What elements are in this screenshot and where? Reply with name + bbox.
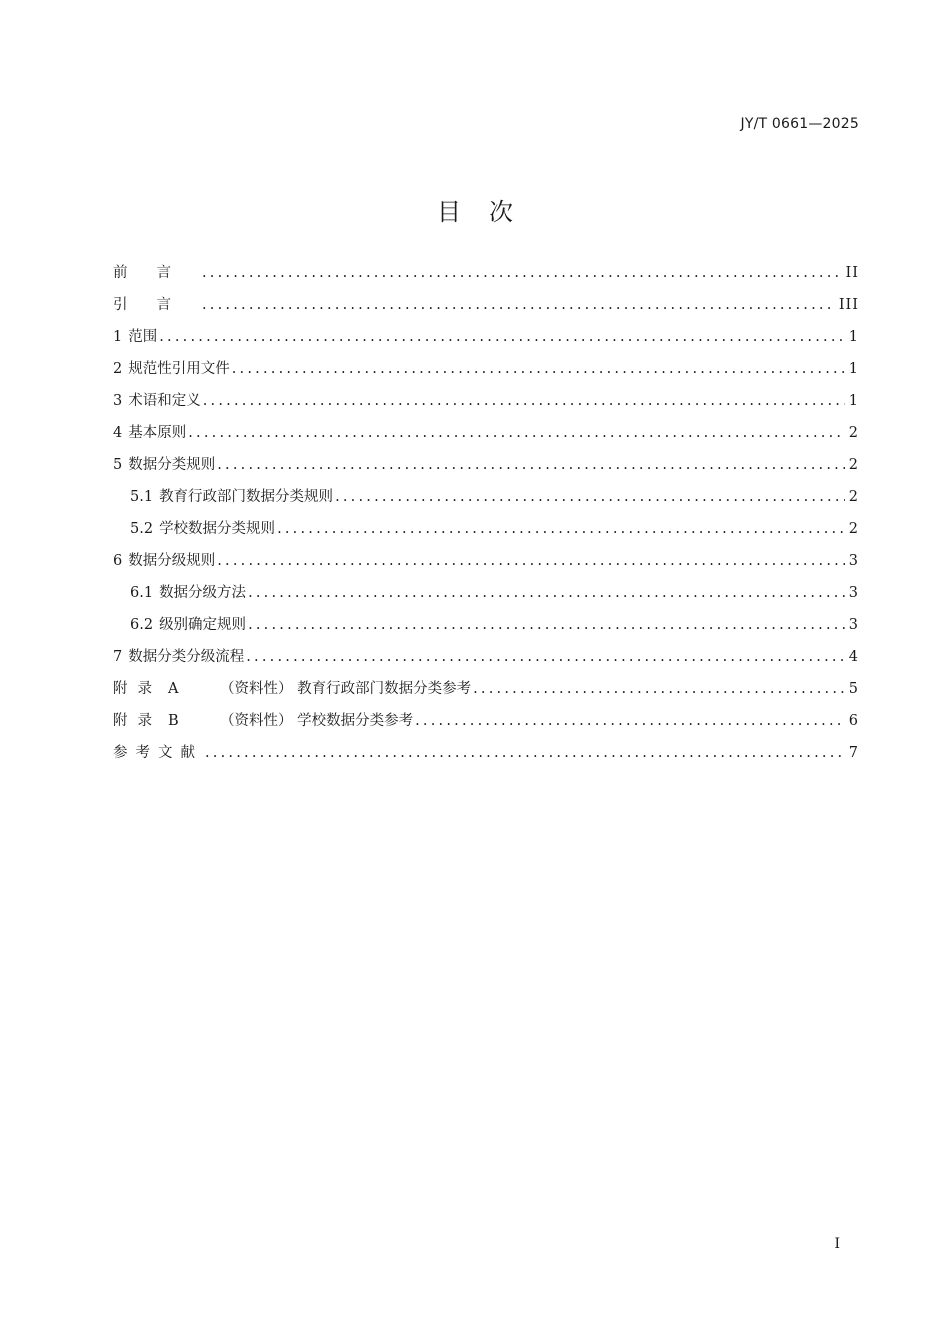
toc-item-text: 学校数据分类规则 xyxy=(159,521,276,537)
toc-item-6-1[interactable] xyxy=(113,577,859,609)
toc-item-bibliography[interactable] xyxy=(113,737,859,769)
toc-leader-dots xyxy=(248,609,845,641)
toc-item-7[interactable] xyxy=(113,641,859,673)
toc-item-number: 7 xyxy=(113,649,123,665)
toc-item-label xyxy=(113,545,215,577)
appendix-letter: B xyxy=(168,713,179,729)
toc-leader-dots xyxy=(203,385,845,417)
toc-item-introduction[interactable] xyxy=(113,289,859,321)
toc-item-page: III xyxy=(838,297,859,313)
toc-leader-dots xyxy=(217,545,845,577)
toc-item-page: 3 xyxy=(848,585,859,601)
toc-item-6-2[interactable] xyxy=(113,609,859,641)
toc-item-1[interactable] xyxy=(113,321,859,353)
toc-item-label xyxy=(113,449,215,481)
toc-leader-dots xyxy=(415,705,845,737)
toc-leader-dots xyxy=(248,577,845,609)
toc-item-page: 4 xyxy=(848,649,859,665)
toc-item-3[interactable] xyxy=(113,385,859,417)
toc-item-5[interactable] xyxy=(113,449,859,481)
toc-item-number: 2 xyxy=(113,361,123,377)
toc-leader-dots xyxy=(473,673,845,705)
toc-item-page: 5 xyxy=(848,681,859,697)
toc-item-number: 6.1 xyxy=(130,585,154,601)
toc-item-label xyxy=(130,609,246,641)
toc-item-page: 7 xyxy=(848,745,859,761)
toc-item-number: 6 xyxy=(113,553,123,569)
toc-leader-dots xyxy=(232,353,845,385)
toc-item-text: 数据分类分级流程 xyxy=(128,649,245,665)
toc-item-page: 2 xyxy=(848,489,859,505)
toc-item-page: 2 xyxy=(848,425,859,441)
toc-list xyxy=(113,257,859,769)
toc-leader-dots xyxy=(217,449,845,481)
toc-item-foreword[interactable] xyxy=(113,257,859,289)
toc-item-label xyxy=(130,513,275,545)
appendix-tag: （资料性） xyxy=(220,713,293,729)
toc-item-label xyxy=(113,673,471,705)
toc-item-page: 1 xyxy=(848,361,859,377)
toc-title-char-2: 次 xyxy=(489,198,513,226)
toc-item-label xyxy=(113,353,230,385)
toc-item-appendix-a[interactable] xyxy=(113,673,859,705)
toc-item-text: 数据分类规则 xyxy=(128,457,216,473)
toc-item-page: 1 xyxy=(848,393,859,409)
toc-item-6[interactable] xyxy=(113,545,859,577)
appendix-tag: （资料性） xyxy=(220,681,293,697)
toc-leader-dots xyxy=(159,321,845,353)
toc-leader-dots xyxy=(205,737,845,769)
toc-item-text: 学校数据分类参考 xyxy=(297,713,414,729)
toc-item-label xyxy=(130,577,246,609)
toc-item-number: 5.2 xyxy=(130,521,154,537)
toc-item-text: 教育行政部门数据分类规则 xyxy=(159,489,334,505)
toc-item-number: 1 xyxy=(113,329,123,345)
toc-item-text: 规范性引用文件 xyxy=(128,361,230,377)
toc-item-text: 基本原则 xyxy=(128,425,187,441)
toc-item-number: 3 xyxy=(113,393,123,409)
toc-item-page: 2 xyxy=(848,521,859,537)
toc-item-number: 5.1 xyxy=(130,489,154,505)
toc-leader-dots xyxy=(277,513,845,545)
appendix-prefix: 附录 xyxy=(113,713,162,729)
toc-item-label xyxy=(113,385,201,417)
toc-item-label: 引言 xyxy=(113,297,200,313)
toc-leader-dots xyxy=(202,257,842,289)
toc-item-text: 数据分级规则 xyxy=(128,553,216,569)
toc-item-label xyxy=(113,705,413,737)
toc-item-number: 4 xyxy=(113,425,123,441)
toc-item-label xyxy=(130,481,333,513)
appendix-letter: A xyxy=(168,681,179,697)
toc-item-4[interactable] xyxy=(113,417,859,449)
toc-item-number: 5 xyxy=(113,457,123,473)
toc-item-5-1[interactable] xyxy=(113,481,859,513)
toc-item-page: II xyxy=(845,265,859,281)
toc-item-5-2[interactable] xyxy=(113,513,859,545)
toc-item-text: 教育行政部门数据分类参考 xyxy=(297,681,472,697)
page-number: I xyxy=(834,1236,840,1252)
document-code: JY/T 0661—2025 xyxy=(740,116,859,132)
toc-item-label xyxy=(113,321,157,353)
toc-leader-dots xyxy=(246,641,845,673)
toc-leader-dots xyxy=(335,481,845,513)
toc-item-number: 6.2 xyxy=(130,617,154,633)
toc-item-text: 范围 xyxy=(128,329,158,345)
toc-item-appendix-b[interactable] xyxy=(113,705,859,737)
appendix-prefix: 附录 xyxy=(113,681,162,697)
toc-item-page: 2 xyxy=(848,457,859,473)
toc-item-2[interactable] xyxy=(113,353,859,385)
toc-item-page: 1 xyxy=(848,329,859,345)
toc-item-text: 数据分级方法 xyxy=(159,585,247,601)
toc-leader-dots xyxy=(202,289,835,321)
toc-leader-dots xyxy=(188,417,845,449)
toc-title-char-1: 目 xyxy=(437,198,461,226)
toc-title xyxy=(0,192,950,227)
toc-item-label: 前言 xyxy=(113,265,200,281)
toc-item-page: 3 xyxy=(848,617,859,633)
toc-item-text: 术语和定义 xyxy=(128,393,201,409)
toc-item-page: 3 xyxy=(848,553,859,569)
toc-item-page: 6 xyxy=(848,713,859,729)
toc-item-text: 级别确定规则 xyxy=(159,617,247,633)
toc-item-label xyxy=(113,641,244,673)
toc-item-label xyxy=(113,417,186,449)
toc-item-label: 参考文献 xyxy=(113,745,203,761)
